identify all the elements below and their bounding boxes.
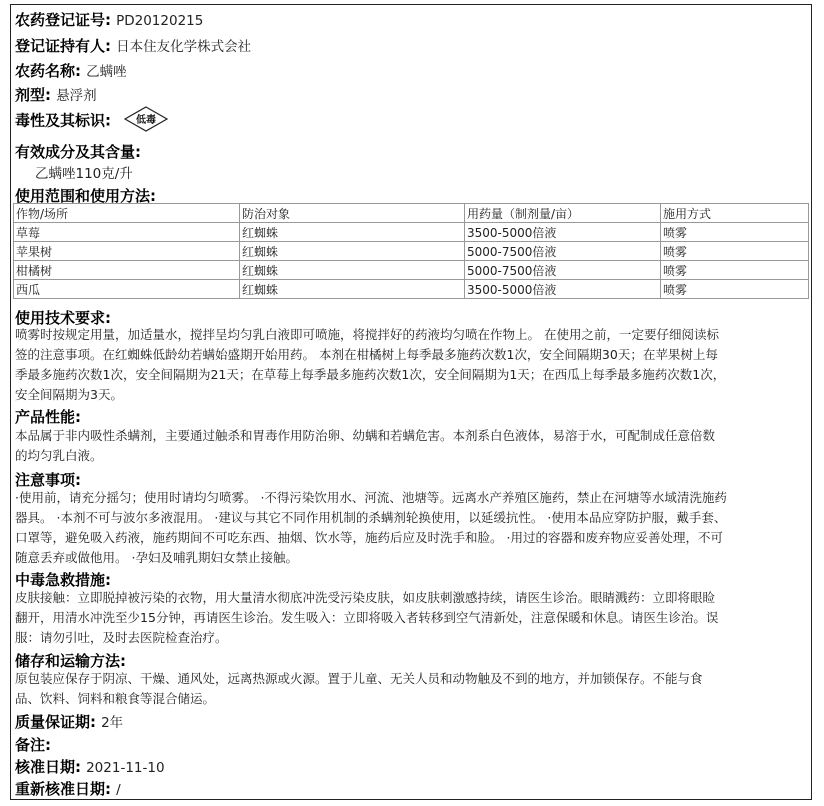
reapproval-date-label: 重新核准日期: [15,780,111,798]
cell-method: 喷雾 [661,261,809,280]
low-toxicity-diamond-icon [124,106,168,136]
toxicity-badge-text: 低毒 [136,115,157,126]
storage-line: 原包装应保存于阴凉、干燥、通风处，远离热源或火源。置于儿童、无关人员和动物触及不到的地方，并加锁保存。不能与食 [15,671,703,686]
reapproval-date-row [15,778,121,799]
table-row [14,261,809,280]
reg-no-value: PD20120215 [116,13,204,29]
warranty-label: 质量保证期: [15,713,96,731]
ingredient-label: 有效成分及其含量: [15,143,141,161]
col-target-header: 防治对象 [240,204,465,223]
tech-label: 使用技术要求: [15,309,111,327]
reapproval-date-value: / [116,782,121,798]
cell-dosage: 5000-7500倍液 [465,261,661,280]
notes-line: ·使用前，请充分摇匀；使用时请均匀喷雾。 ·不得污染饮用水、河流、池塘等。远离水产养殖区施药，禁止在河塘等水域清洗施药 [15,490,727,505]
cell-crop: 西瓜 [14,280,240,299]
pesticide-name-label: 农药名称: [15,62,81,80]
storage-text [15,669,807,709]
formulation-row [15,84,97,105]
holder-row [15,35,251,56]
cell-method: 喷雾 [661,223,809,242]
performance-text [15,426,807,466]
cell-target: 红蜘蛛 [240,223,465,242]
col-dosage-header: 用药量（制剂量/亩） [465,204,661,223]
first-aid-line: 翻开，用清水冲洗至少15分钟，再请医生诊治。发生吸入：立即将吸入者转移到空气清新处，注意保暖和休息。请医生诊治。误 [15,610,719,625]
warranty-row [15,711,123,732]
table-row [14,223,809,242]
cell-target: 红蜘蛛 [240,280,465,299]
col-crop-header: 作物/场所 [14,204,240,223]
usage-table [13,203,809,299]
notes-text [15,488,807,568]
cell-method: 喷雾 [661,242,809,261]
tech-line: 季最多施药次数1次，安全间隔期为21天；在草莓上每季最多施药次数1次，安全间隔期为1天；在西瓜上每季最多施药次数1次， [15,367,726,382]
approval-date-row [15,756,165,777]
table-row [14,242,809,261]
notes-line: 口罩等，避免吸入药液，施药期间不可吃东西、抽烟、饮水等，施药后应及时洗手和脸。 ·用过的容器和废弃物应妥善处理，不可 [15,530,723,545]
reg-no-row [15,9,203,30]
holder-label: 登记证持有人: [15,37,111,55]
cell-target: 红蜘蛛 [240,242,465,261]
holder-value: 日本住友化学株式会社 [116,39,252,55]
pesticide-name-value: 乙螨唑 [86,64,127,80]
remarks-row [15,734,51,755]
tech-text [15,325,807,405]
approval-date-label: 核准日期: [15,758,81,776]
tech-line: 安全间隔期为3天。 [15,387,123,402]
cell-method: 喷雾 [661,280,809,299]
storage-label: 储存和运输方法: [15,652,126,670]
first-aid-line: 服：请勿引吐，及时去医院检查治疗。 [15,630,228,645]
reg-no-label: 农药登记证号: [15,11,111,29]
notes-line: 随意丢弃或做他用。 ·孕妇及哺乳期妇女禁止接触。 [15,550,298,565]
cell-crop: 草莓 [14,223,240,242]
approval-date-value: 2021-11-10 [86,760,165,776]
cell-dosage: 3500-5000倍液 [465,223,661,242]
usage-header-row [14,204,809,223]
tech-line: 签的注意事项。在红蜘蛛低龄幼若螨始盛期开始用药。 本剂在柑橘树上每季最多施药次数1次，安全间隔期30天；在苹果树上每 [15,347,718,362]
cell-target: 红蜘蛛 [240,261,465,280]
registration-document [10,4,812,800]
storage-line: 品、饮料、饲料和粮食等混合储运。 [15,691,216,706]
remarks-label: 备注: [15,736,51,754]
cell-crop: 柑橘树 [14,261,240,280]
col-method-header: 施用方式 [661,204,809,223]
warranty-value: 2年 [101,715,124,731]
name-row [15,60,127,81]
formulation-label: 剂型: [15,86,51,104]
notes-label: 注意事项: [15,471,81,489]
toxicity-row [15,106,168,136]
notes-line: 器具。 ·本剂不可与波尔多液混用。 ·建议与其它不同作用机制的杀螨剂轮换使用，以延缓抗性。 ·使用本品应穿防护服，戴手套、 [15,510,727,525]
first-aid-text [15,588,807,648]
formulation-value: 悬浮剂 [56,88,97,104]
cell-dosage: 3500-5000倍液 [465,280,661,299]
first-aid-line: 皮肤接触：立即脱掉被污染的衣物，用大量清水彻底冲洗受污染皮肤，如皮肤刺激感持续，请医生诊治。眼睛溅药：立即将眼睑 [15,590,716,605]
cell-dosage: 5000-7500倍液 [465,242,661,261]
tech-line: 喷雾时按规定用量，加适量水，搅拌呈均匀乳白液即可喷施，将搅拌好的药液均匀喷在作物上。 在使用之前，一定要仔细阅读标 [15,327,719,342]
toxicity-label: 毒性及其标识: [15,111,111,130]
first-aid-label: 中毒急救措施: [15,571,111,589]
performance-label: 产品性能: [15,408,81,426]
table-row [14,280,809,299]
performance-line: 的均匀乳白液。 [15,448,103,463]
cell-crop: 苹果树 [14,242,240,261]
usage-label: 使用范围和使用方法: [15,187,156,205]
ingredient-value: 乙螨唑110克/升 [35,166,133,182]
performance-line: 本品属于非内吸性杀螨剂，主要通过触杀和胃毒作用防治卵、幼螨和若螨危害。本剂系白色液体，易溶于水，可配制成任意倍数 [15,428,716,443]
